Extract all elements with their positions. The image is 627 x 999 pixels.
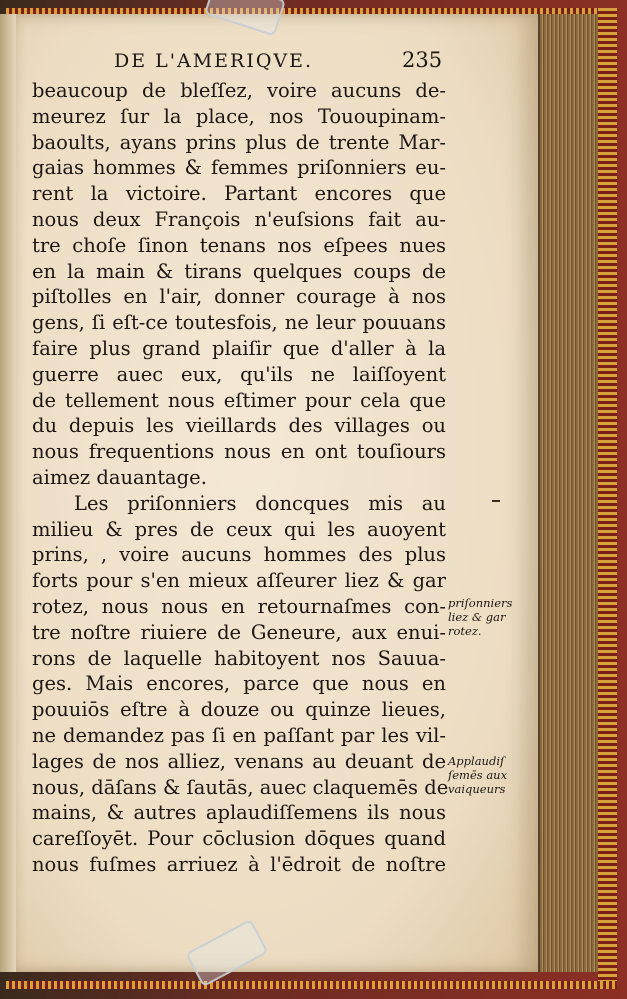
- running-head: DE L'AMERIQVE.: [114, 50, 314, 72]
- text-line: prins, , voire aucuns hommes des plus: [32, 543, 446, 567]
- text-line: baoults, ayans prins plus de trente Mar-: [32, 130, 446, 154]
- text-line: tre noſtre riuiere de Geneure, aux enui-: [32, 620, 446, 644]
- cover-gilt-edge: [598, 8, 617, 983]
- margin-note-prisoners: [448, 596, 528, 638]
- text-line: piſtolles en l'air, donner courage à nos: [32, 285, 446, 309]
- margin-note-line: Applaudiſ: [448, 754, 505, 768]
- text-line: forts pour s'en mieux aſſeurer liez & gar: [32, 569, 446, 593]
- text-line: Les priſonniers doncques mis au: [74, 491, 446, 515]
- margin-note-line: priſonniers: [448, 596, 513, 610]
- page-header: [10, 44, 538, 74]
- text-line: nous frequentions nous en ont touſiours: [32, 440, 446, 464]
- page-edges: [538, 14, 600, 972]
- text-line: gens, ſi eſt-ce toutesfois, ne leur pouuans: [32, 311, 446, 335]
- margin-note-applause: [448, 754, 532, 796]
- text-line: rons de laquelle habitoyent nos Sauua-: [32, 646, 446, 670]
- text-line: guerre auec eux, qu'ils ne laiſſoyent: [32, 362, 446, 386]
- text-line: meurez ſur la place, nos Tououpinam-: [32, 104, 446, 128]
- margin-dash: [492, 500, 500, 502]
- text-line: careſſoyēt. Pour cōclusion dōques quand: [32, 827, 446, 851]
- margin-note-line: vaiqueurs: [448, 782, 506, 796]
- text-line: nous, dāſans & ſautās, auec claquemēs de: [32, 775, 449, 799]
- text-line: ne demandez pas ſi en paſſant par les vil-: [32, 723, 446, 747]
- text-line: du depuis les vieillards des villages ou: [32, 414, 446, 438]
- text-line: lages de nos alliez, venans au deuant de: [32, 749, 446, 773]
- text-line: milieu & pres de ceux qui les auoyent: [32, 517, 446, 541]
- text-line: en la main & tirans quelques coups de: [32, 259, 446, 283]
- text-line: rotez, nous nous en retournaſmes con-: [32, 594, 446, 618]
- bottom-gilt-border: [6, 981, 617, 989]
- text-line: tre choſe ſinon tenans nos eſpees nues: [32, 233, 446, 257]
- text-line: ges. Mais encores, parce que nous en: [32, 672, 446, 696]
- margin-note-line: liez & gar: [448, 610, 506, 624]
- text-line: gaias hommes & femmes priſonniers eu-: [32, 156, 446, 180]
- page: [10, 14, 538, 972]
- text-line: faire plus grand plaiſir que d'aller à la: [32, 336, 446, 360]
- text-line: nous fuſmes arriuez à l'ēdroit de noſtre: [32, 852, 446, 876]
- page-number: 235: [402, 48, 443, 72]
- text-line: beaucoup de bleſſez, voire aucuns de-: [32, 79, 446, 102]
- text-line: rent la victoire. Partant encores que: [32, 182, 446, 206]
- text-line: nous deux François n'euſsions fait au-: [32, 207, 446, 231]
- gutter: [0, 14, 16, 972]
- margin-note-line: ſemēs aux: [448, 768, 508, 782]
- text-line: de tellement nous eſtimer pour cela que: [32, 388, 446, 412]
- text-line: aimez dauantage.: [32, 465, 207, 489]
- text-line: pouuiōs eſtre à douze ou quinze lieues,: [32, 698, 446, 722]
- body-text: [32, 78, 449, 878]
- margin-note-line: rotez.: [448, 624, 482, 638]
- text-line: mains, & autres aplaudiſſemens ils nous: [32, 801, 446, 825]
